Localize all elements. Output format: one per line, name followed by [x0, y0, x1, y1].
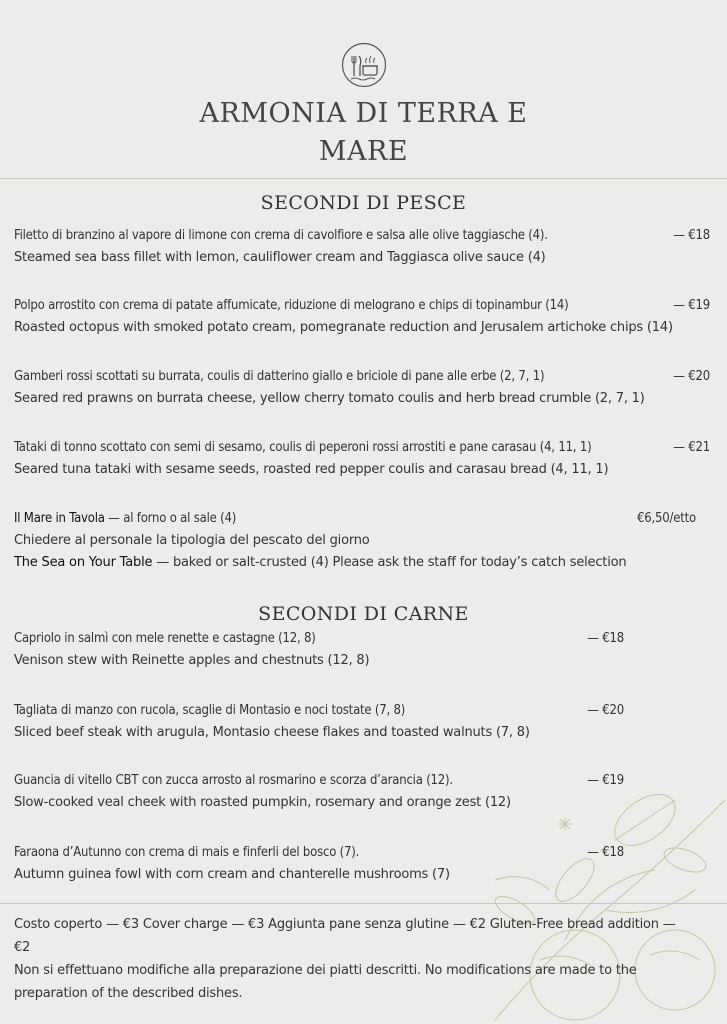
dish-name-en: Sliced beef steak with arugula, Montasio cheese flakes and toasted walnuts (7, 8): [14, 725, 530, 740]
dish-item: [14, 842, 628, 886]
special-note-it: Chiedere al personale la tipologia del pescato del giorno: [14, 533, 370, 548]
dish-price: — €18: [587, 845, 624, 860]
footer-notes: [14, 913, 679, 1005]
dish-price: — €20: [587, 703, 624, 718]
dish-name-en: Roasted octopus with smoked potato cream, pomegranate reduction and Jerusalem artichoke chips (14): [14, 320, 673, 335]
dish-item: [14, 225, 714, 269]
dish-name-en: Venison stew with Reinette apples and chestnuts (12, 8): [14, 653, 370, 668]
dish-price: — €19: [587, 773, 624, 788]
dish-item: [14, 437, 714, 481]
dish-name-it: Gamberi rossi scottati su burrata, coulis di datterino giallo e briciole di pane alle erbe (2, 7, 1): [14, 369, 545, 384]
dish-name-en: Seared tuna tataki with sesame seeds, roasted red pepper coulis and carasau bread (4, 11, 1): [14, 462, 609, 477]
header-divider: [0, 178, 727, 179]
footer-divider: [0, 903, 727, 904]
menu-title: ARMONIA DI TERRA E MARE: [199, 98, 528, 167]
dish-name-it: Tagliata di manzo con rucola, scaglie di Montasio e noci tostate (7, 8): [14, 703, 406, 718]
special-item: [14, 508, 700, 574]
section-heading-carne: SECONDI DI CARNE: [258, 603, 469, 625]
dish-price: — €21: [673, 440, 710, 455]
no-modifications-text: Non si effettuano modifiche alla preparazione dei piatti descritti. No modifications are made to the preparation of the described dishes.: [14, 963, 637, 1001]
dish-item: [14, 700, 628, 744]
dish-price: — €18: [673, 228, 710, 243]
dish-name-it: Filetto di branzino al vapore di limone con crema di cavolfiore e salsa alle olive taggiasche (4).: [14, 228, 548, 243]
dish-name-it: Capriolo in salmì con mele renette e castagne (12, 8): [14, 631, 316, 646]
dish-name-it: Guancia di vitello CBT con zucca arrosto al rosmarino e scorza d’arancia (12).: [14, 773, 453, 788]
cover-charge-text: Costo coperto — €3 Cover charge — €3 Aggiunta pane senza glutine — €2 Gluten-Free bread addition — €2: [14, 917, 676, 955]
dish-name-en: Steamed sea bass fillet with lemon, cauliflower cream and Taggiasca olive sauce (4): [14, 250, 546, 265]
special-name-it: Il Mare in Tavola: [14, 511, 105, 526]
restaurant-logo-icon: [341, 42, 387, 88]
dish-name-en: Seared red prawns on burrata cheese, yellow cherry tomato coulis and herb bread crumble (2, 7, 1): [14, 391, 645, 406]
dish-item: [14, 628, 628, 672]
dish-name-it: Faraona d’Autunno con crema di mais e finferli del bosco (7).: [14, 845, 360, 860]
section-heading-pesce: SECONDI DI PESCE: [260, 192, 467, 214]
dish-price: — €19: [673, 298, 710, 313]
dish-item: [14, 770, 628, 814]
dish-name-en: Autumn guinea fowl with corn cream and chanterelle mushrooms (7): [14, 867, 450, 882]
special-price: €6,50/etto: [637, 511, 696, 526]
special-name-en: The Sea on Your Table: [14, 555, 153, 570]
dish-name-it: Tataki di tonno scottato con semi di sesamo, coulis di peperoni rossi arrostiti e pane carasau (4, 11, 1): [14, 440, 592, 455]
dish-name-en: Slow-cooked veal cheek with roasted pumpkin, rosemary and orange zest (12): [14, 795, 511, 810]
dish-name-it: Polpo arrostito con crema di patate affumicate, riduzione di melograno e chips di topinambur (14): [14, 298, 569, 313]
special-desc-en: — baked or salt-crusted (4) Please ask the staff for today’s catch selection: [152, 555, 627, 570]
dish-item: [14, 366, 714, 410]
dish-price: — €18: [587, 631, 624, 646]
special-desc-it: — al forno o al sale (4): [104, 511, 237, 526]
dish-price: — €20: [673, 369, 710, 384]
dish-item: [14, 295, 714, 339]
